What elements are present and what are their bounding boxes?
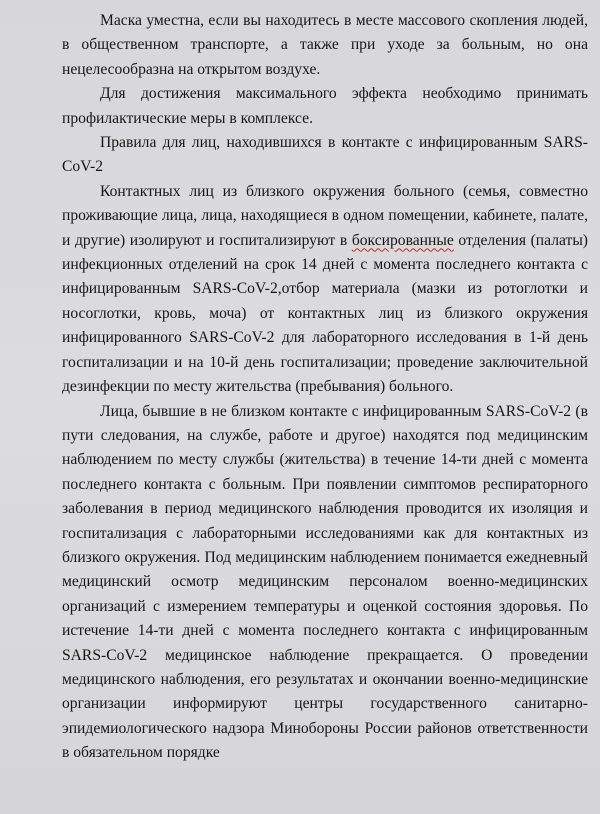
close-contacts-text-end: отделения (палаты) инфекционных отделений на срок 14 дней с момента последнего контакта с инфицированным SARS-CoV-2,отбор материала (мазки из ротоглотки и носоглотки, кровь, моча) от контактных лиц из близкого окружения инфицированного SARS-CoV-2 для лабораторного исследования в 1-й день госпитализации и на 10-й день госпитализации; проведение заключительной дезинфекции по месту жительства (пребывания) больного. (62, 231, 588, 396)
close-contacts-text-start: Контактных лиц из близкого окружения больного (семья, совместно проживающие лица, лица, находящиеся в одном помещении, кабинете, палате, и другие) изолируют и госпитализируют в (62, 182, 588, 249)
paragraph-contact-rules-heading: Правила для лиц, находившихся в контакте с инфицированным SARS-CoV-2 (62, 134, 588, 176)
spellcheck-flagged-word: боксированные (351, 231, 454, 249)
paragraph-mask-usage: Маска уместна, если вы находитесь в месте массового скопления людей, в общественном транспорте, а также при уходе за больным, но она нецелесообразна на открытом воздухе. (62, 12, 588, 78)
paragraph-distant-contacts: Лица, бывшие в не близком контакте с инфицированным SARS-CoV-2 (в пути следования, на службе, работе и другое) находятся под медицинским наблюдением по месту службы (жительства) в течение 14-ти дней с момента последнего контакта с больным. При появлении симптомов респираторного заболевания в период медицинского наблюдения проводится их изоляция и госпитализация с лабораторными исследованиями как для контактных из близкого окружения. Под медицинским наблюдением понимается ежедневный медицинский осмотр медицинским персоналом военно-медицинских организаций с измерением температуры и оценкой состояния здоровья. По истечение 14-ти дней с момента последнего контакта с инфицированным SARS-CoV-2 медицинское наблюдение прекращается. О проведении медицинского наблюдения, его результатах и окончании военно-медицинские организации информируют центры государственного санитарно-эпидемиологического надзора Минобороны России районов ответственности в обязательном порядке (62, 402, 588, 762)
paragraph-close-contacts (62, 180, 588, 400)
document-body (62, 9, 588, 766)
paragraph-prevention-measures: Для достижения максимального эффекта необходимо принимать профилактические меры в комплексе. (62, 85, 588, 127)
